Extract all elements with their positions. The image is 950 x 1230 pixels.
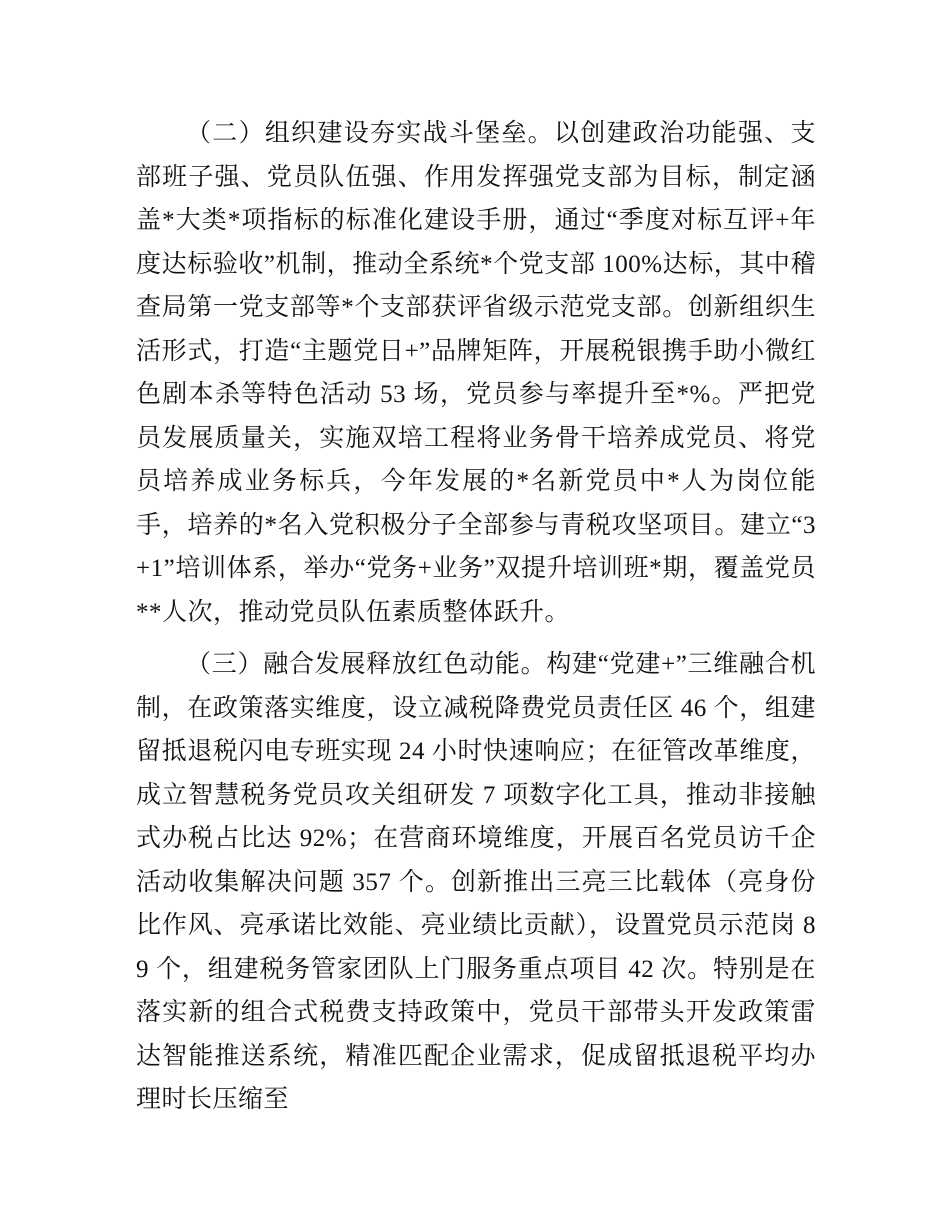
paragraph-section-2: （二）组织建设夯实战斗堡垒。以创建政治功能强、支部班子强、党员队伍强、作用发挥强党支部为目标，制定涵盖*大类*项指标的标准化建设手册，通过“季度对标互评+年度达标验收”机制，推动全系统*个党支部 100%达标，其中稽查局第一党支部等*个支部获评省级示范党支部。创新组织生活形式，打造“主题党日+”品牌矩阵，开展税银携手助小微红色剧本杀等特色活动 53 场，党员参与率提升至*%。严把党员发展质量关，实施双培工程将业务骨干培养成党员、将党员培养成业务标兵，今年发展的*名新党员中*人为岗位能手，培养的*名入党积极分子全部参与青税攻坚项目。建立“3+1”培训体系，举办“党务+业务”双提升培训班*期，覆盖党员**人次，推动党员队伍素质整体跃升。 <box>136 120 816 626</box>
paragraph-section-3: （三）融合发展释放红色动能。构建“党建+”三维融合机制，在政策落实维度，设立减税降费党员责任区 46 个，组建留抵退税闪电专班实现 24 小时快速响应；在征管改革维度，成立智慧税务党员攻关组研发 7 项数字化工具，推动非接触式办税占比达 92%；在营商环境维度，开展百名党员访千企活动收集解决问题 357 个。创新推出三亮三比载体（亮身份比作风、亮承诺比效能、亮业绩比贡献），设置党员示范岗 89 个，组建税务管家团队上门服务重点项目 42 次。特别是在落实新的组合式税费支持政策中，党员干部带头开发政策雷达智能推送系统，精准匹配企业需求，促成留抵退税平均办理时长压缩至 <box>136 651 816 1113</box>
